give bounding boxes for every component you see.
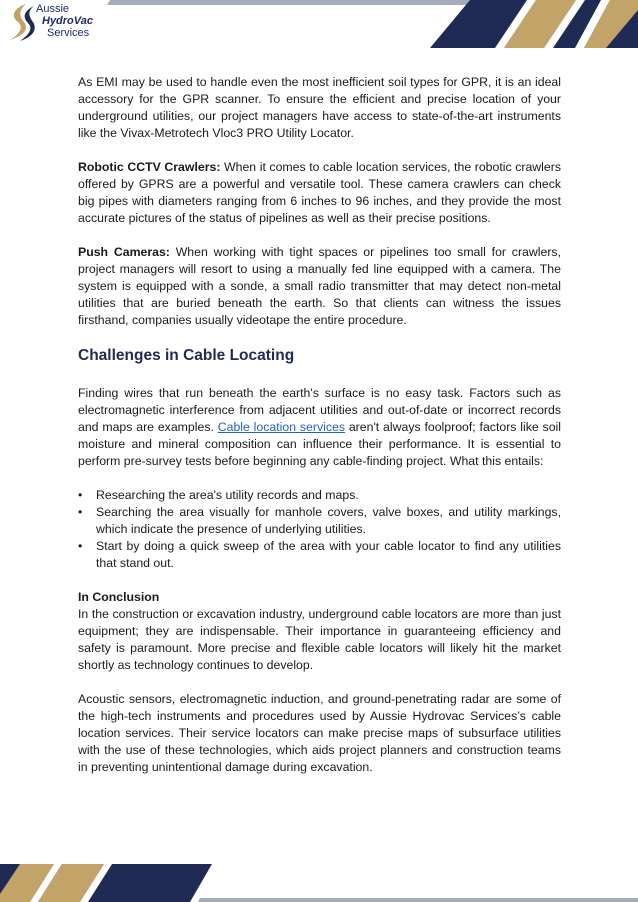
list-item — [78, 538, 561, 572]
logo-wordmark — [36, 3, 93, 39]
label-push-cameras: Push Cameras: — [78, 245, 170, 259]
footer-gray-stripe — [198, 898, 638, 902]
logo-line-aussie: Aussie — [36, 3, 70, 15]
list-item-text: Searching the area visually for manhole covers, valve boxes, and utility markings, which indicate the presence of underlying utilities. — [96, 505, 561, 536]
text-challenges-after: aren't always foolproof; factors like soil moisture and mineral composition can influence their performance. It is essential to perform pre-survey tests before beginning any cable-finding project. What this entails: — [78, 420, 561, 468]
text-robotic-crawlers: When it comes to cable location services, the robotic crawlers offered by GPRS are a powerful and versatile tool. These camera crawlers can check big pipes with diameters ranging from 6 inches to 96 inches, and they provide the most accurate pictures of the status of pipelines as well as their precise positions. — [78, 160, 561, 225]
paragraph-robotic-crawlers — [78, 159, 561, 227]
paragraph-challenges — [78, 385, 561, 470]
text-challenges-before: Finding wires that run beneath the earth's surface is no easy task. Factors such as electromagnetic interference from adjacent utilities and out-of-date or incorrect records and maps are examples. — [78, 386, 561, 434]
logo-line-hydrovac: HydroVac — [42, 15, 93, 27]
list-item-text: Start by doing a quick sweep of the area with your cable locator to find any utilities that stand out. — [96, 539, 561, 570]
label-robotic-crawlers: Robotic CCTV Crawlers: — [78, 160, 221, 174]
document-body — [78, 74, 561, 776]
bullet-icon: • — [78, 505, 83, 519]
subheading-conclusion: In Conclusion — [78, 590, 160, 604]
list-item — [78, 487, 561, 504]
paragraph-push-cameras — [78, 244, 561, 329]
bullet-icon: • — [78, 539, 83, 553]
paragraph-emi: As EMI may be used to handle even the most inefficient soil types for GPR, it is an ideal accessory for the GPR scanner. To ensure the efficient and precise location of your underground utilities, our project managers have access to state-of-the-art instruments like the Vivax-Metrotech Vloc3 PRO Utility Locator. — [78, 75, 561, 140]
company-logo — [6, 2, 116, 42]
paragraph-conclusion: In the construction or excavation industry, underground cable locators are more than just equipment; they are indispensable. Their importance in guaranteeing efficiency and safety is paramount. More precise and flexible cable locators will likely hit the market shortly as technology continues to develop. — [78, 607, 561, 672]
footer-banner — [0, 864, 638, 902]
list-item — [78, 504, 561, 538]
bullet-icon: • — [78, 488, 83, 502]
link-cable-location-services[interactable]: Cable location services — [217, 420, 345, 434]
section-heading-challenges: Challenges in Cable Locating — [78, 347, 295, 364]
paragraph-final: Acoustic sensors, electromagnetic induction, and ground-penetrating radar are some of the high-tech instruments and procedures used by Aussie Hydrovac Services’s cable location services. Their service locators can make precise maps of subsurface utilities with the use of these technologies, which aids project planners and construction teams in preventing unintentional damage during excavation. — [78, 692, 561, 774]
logo-swoosh-icon — [6, 2, 40, 42]
logo-line-services: Services — [47, 27, 90, 39]
list-item-text: Researching the area's utility records and maps. — [96, 488, 359, 502]
pre-survey-list — [78, 487, 561, 572]
text-push-cameras: When working with tight spaces or pipelines too small for crawlers, project managers will resort to using a manually fed line equipped with a camera. The system is equipped with a sonde, a small radio transmitter that may detect non-metal utilities that are buried beneath the earth. So that clients can witness the issues firsthand, companies usually videotape the entire procedure. — [78, 245, 561, 327]
